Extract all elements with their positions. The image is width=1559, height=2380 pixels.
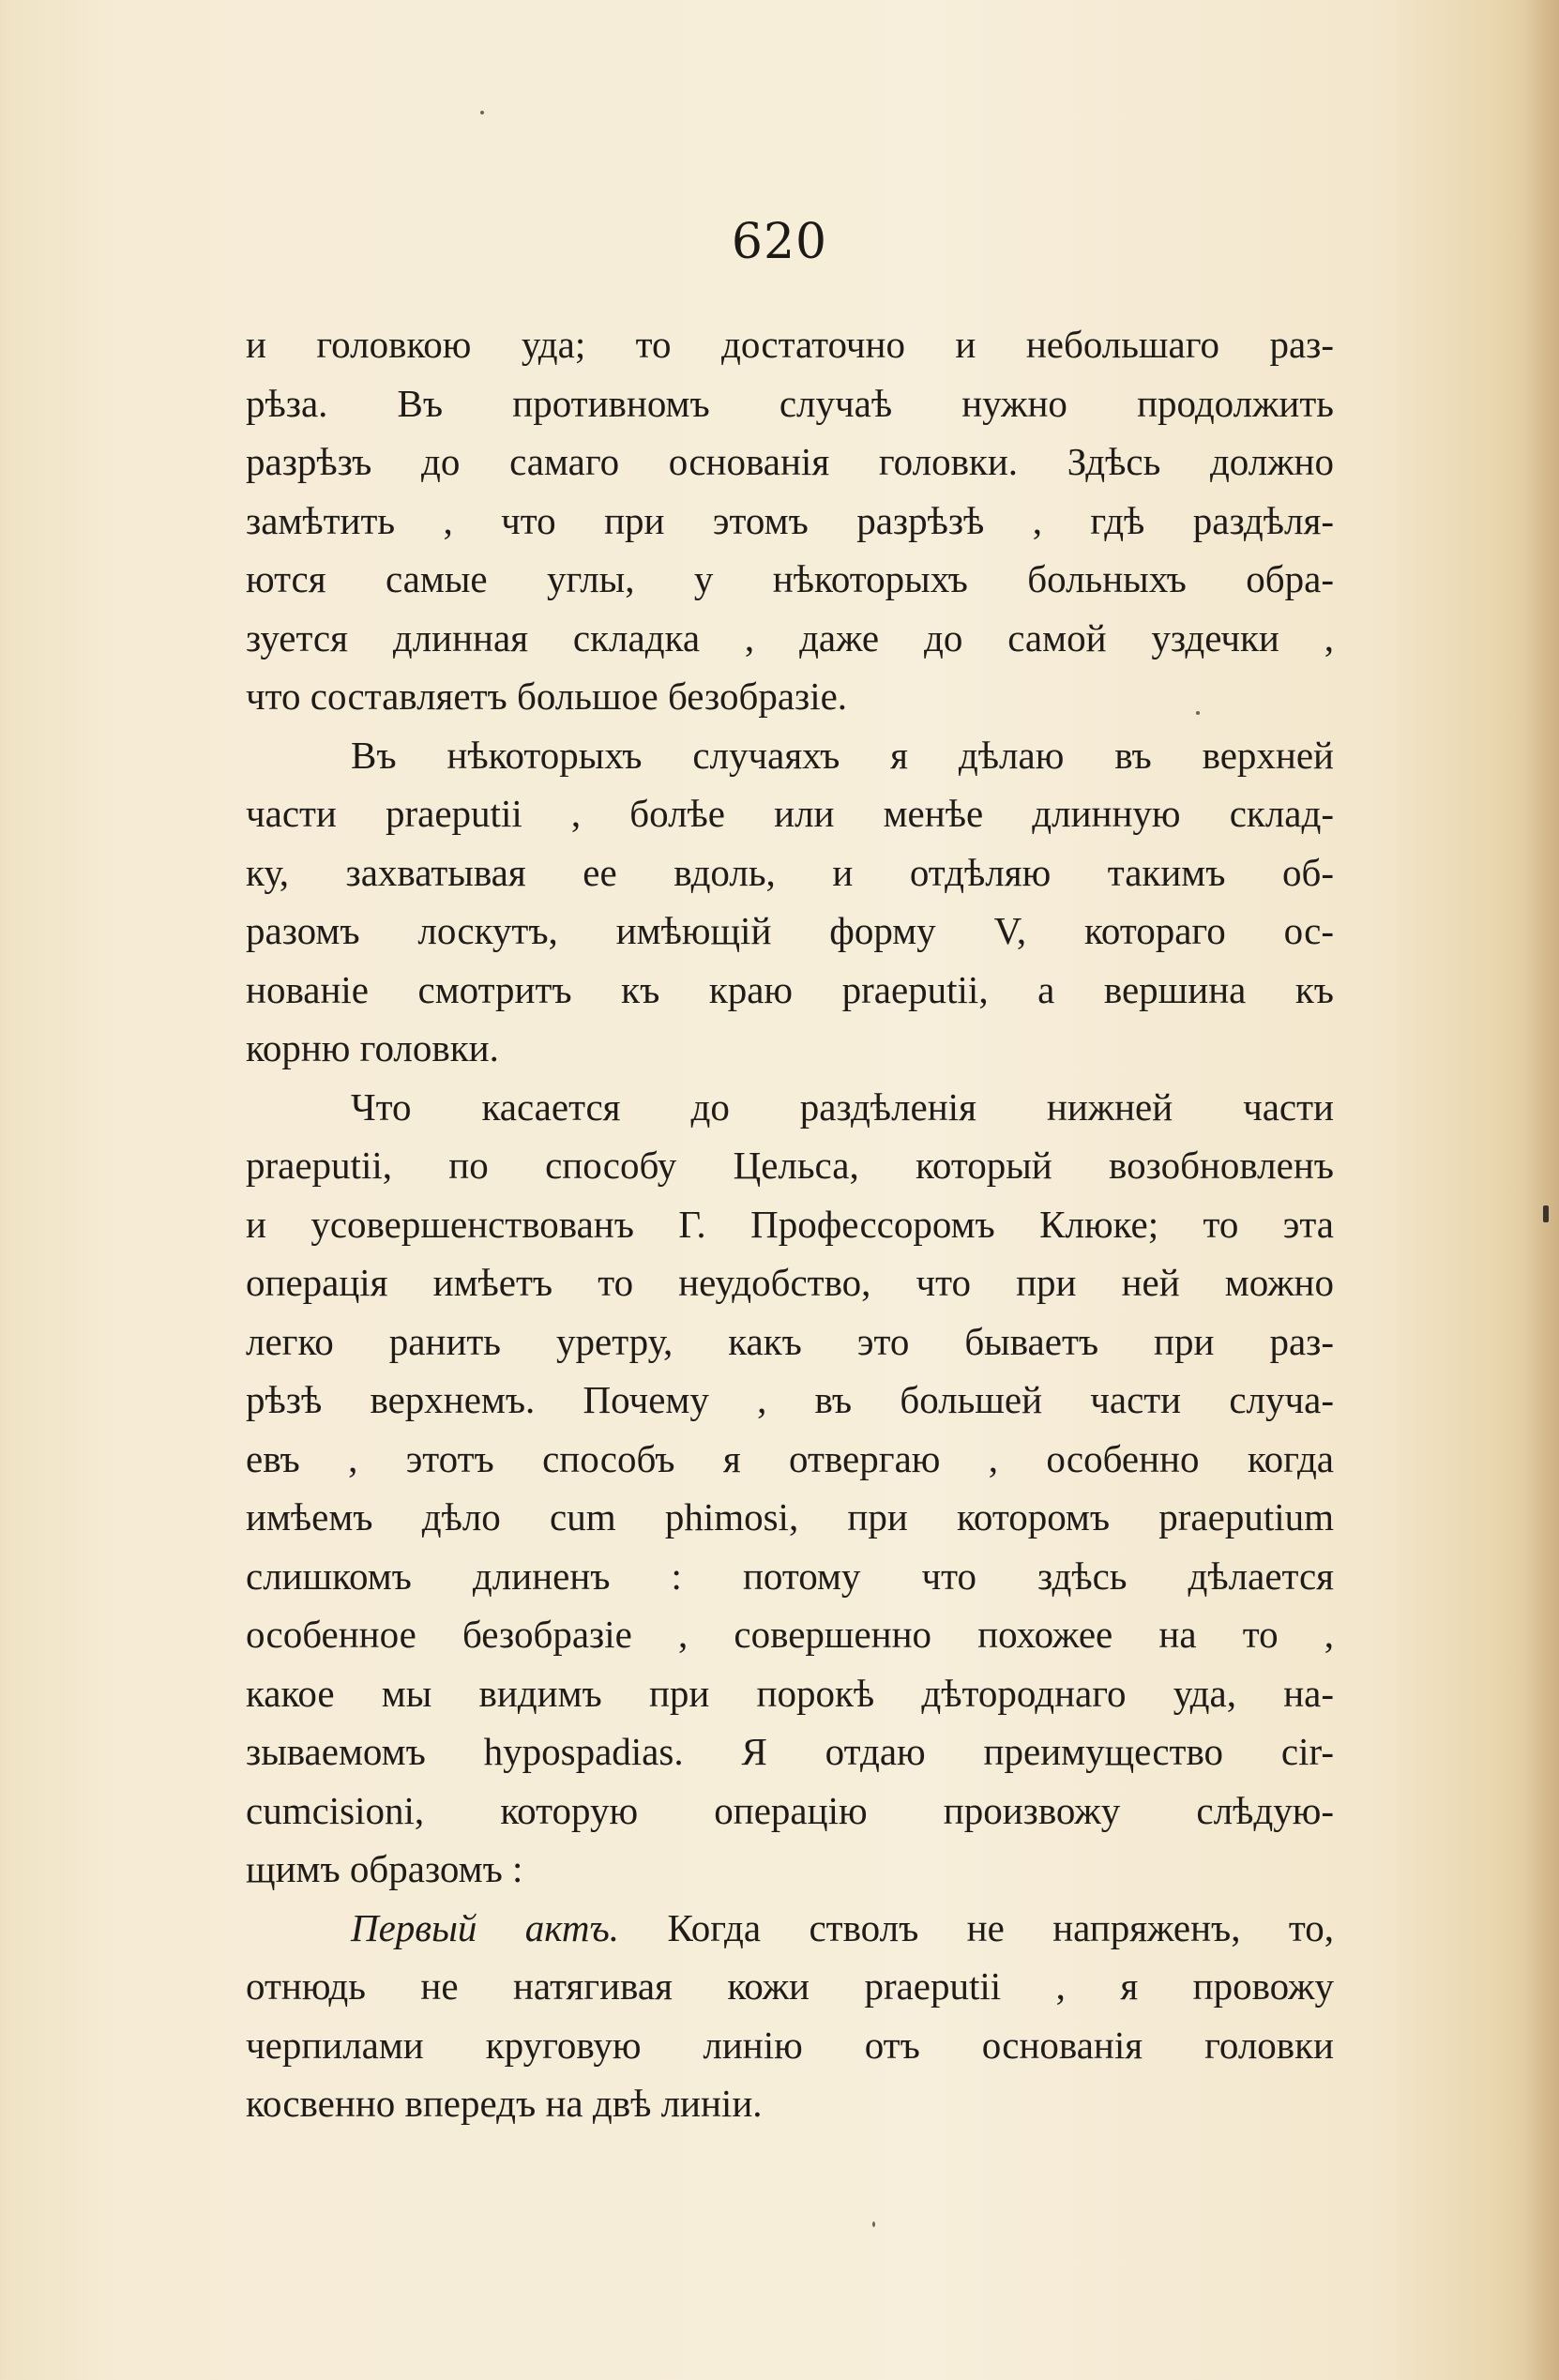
text-line: ку, захватывая ее вдоль, и отдѣляю такимъ об-: [246, 850, 1334, 894]
text-line: отнюдь не натягивая кожи praeputii , я провожу: [246, 1964, 1334, 2008]
text-line: слишкомъ длиненъ : потому что здѣсь дѣлается: [246, 1554, 1334, 1598]
text-line: операція имѣетъ то неудобство, что при ней можно: [246, 1261, 1334, 1304]
text-line: praeputii, по способу Цельса, который возобновленъ: [246, 1144, 1334, 1187]
text-line: какое мы видимъ при порокѣ дѣтороднаго уда, на-: [246, 1671, 1334, 1715]
text-line: черпилами круговую линію отъ основанія головки: [246, 2023, 1334, 2067]
text-line: части praeputii , болѣе или менѣе длинную склад-: [246, 792, 1334, 835]
text-line: щимъ образомъ :: [246, 1847, 523, 1890]
text-line: рѣзѣ верхнемъ. Почему , въ большей части случа-: [246, 1378, 1334, 1421]
text-line: корню головки.: [246, 1026, 499, 1069]
text-line: нованіе смотритъ къ краю praeputii, а вершина къ: [246, 967, 1334, 1011]
text-line: и головкою уда; то достаточно и небольшаго раз-: [246, 323, 1334, 366]
text-line: косвенно впередъ на двѣ линіи.: [246, 2082, 763, 2125]
section-heading: Первый актъ.: [351, 1905, 620, 1949]
text-line: рѣза. Въ противномъ случаѣ нужно продолжить: [246, 381, 1334, 425]
text-line: [246, 1899, 1334, 1958]
text-line: Что касается до раздѣленія нижней части: [351, 1084, 1334, 1129]
text-line: что составляетъ большое безобразіе.: [246, 675, 848, 718]
text-line: особенное безобразіе , совершенно похожее на то ,: [246, 1613, 1334, 1656]
text-line: евъ , этотъ способъ я отвергаю , особенно когда: [246, 1436, 1334, 1480]
text-line: зываемомъ hypospadias. Я отдаю преимущество cir-: [246, 1730, 1334, 1773]
text-line: разрѣзъ до самаго основанія головки. Здѣсь должно: [246, 440, 1334, 483]
text-line: ются самые углы, у нѣкоторыхъ больныхъ обра-: [246, 557, 1334, 600]
page-edge-shadow: [1521, 0, 1559, 2380]
text-line: cumcisioni, которую операцію произвожу слѣдую-: [246, 1788, 1334, 1832]
text-line: легко ранить уретру, какъ это бываетъ при раз-: [246, 1319, 1334, 1363]
text-line: Въ нѣкоторыхъ случаяхъ я дѣлаю въ верхней: [351, 733, 1334, 777]
body-text: [246, 315, 1334, 2133]
text-line: имѣемъ дѣло cum phimosi, при которомъ praeputium: [246, 1495, 1334, 1539]
text-span: Когда стволъ не напряженъ, то,: [619, 1905, 1334, 1949]
text-line: зуется длинная складка , даже до самой уздечки ,: [246, 615, 1334, 659]
paper-speck: [480, 111, 484, 114]
page-number: 620: [731, 214, 828, 270]
text-line: и усовершенствованъ Г. Профессоромъ Клюке; то эта: [246, 1202, 1334, 1246]
paper-speck: [872, 2221, 875, 2227]
text-line: разомъ лоскутъ, имѣющій форму V, котораго ос-: [246, 909, 1334, 952]
text-line: замѣтить , что при этомъ разрѣзѣ , гдѣ раздѣля-: [246, 498, 1334, 542]
paper-speck: [1543, 1205, 1549, 1222]
paper-speck: [1196, 711, 1200, 715]
